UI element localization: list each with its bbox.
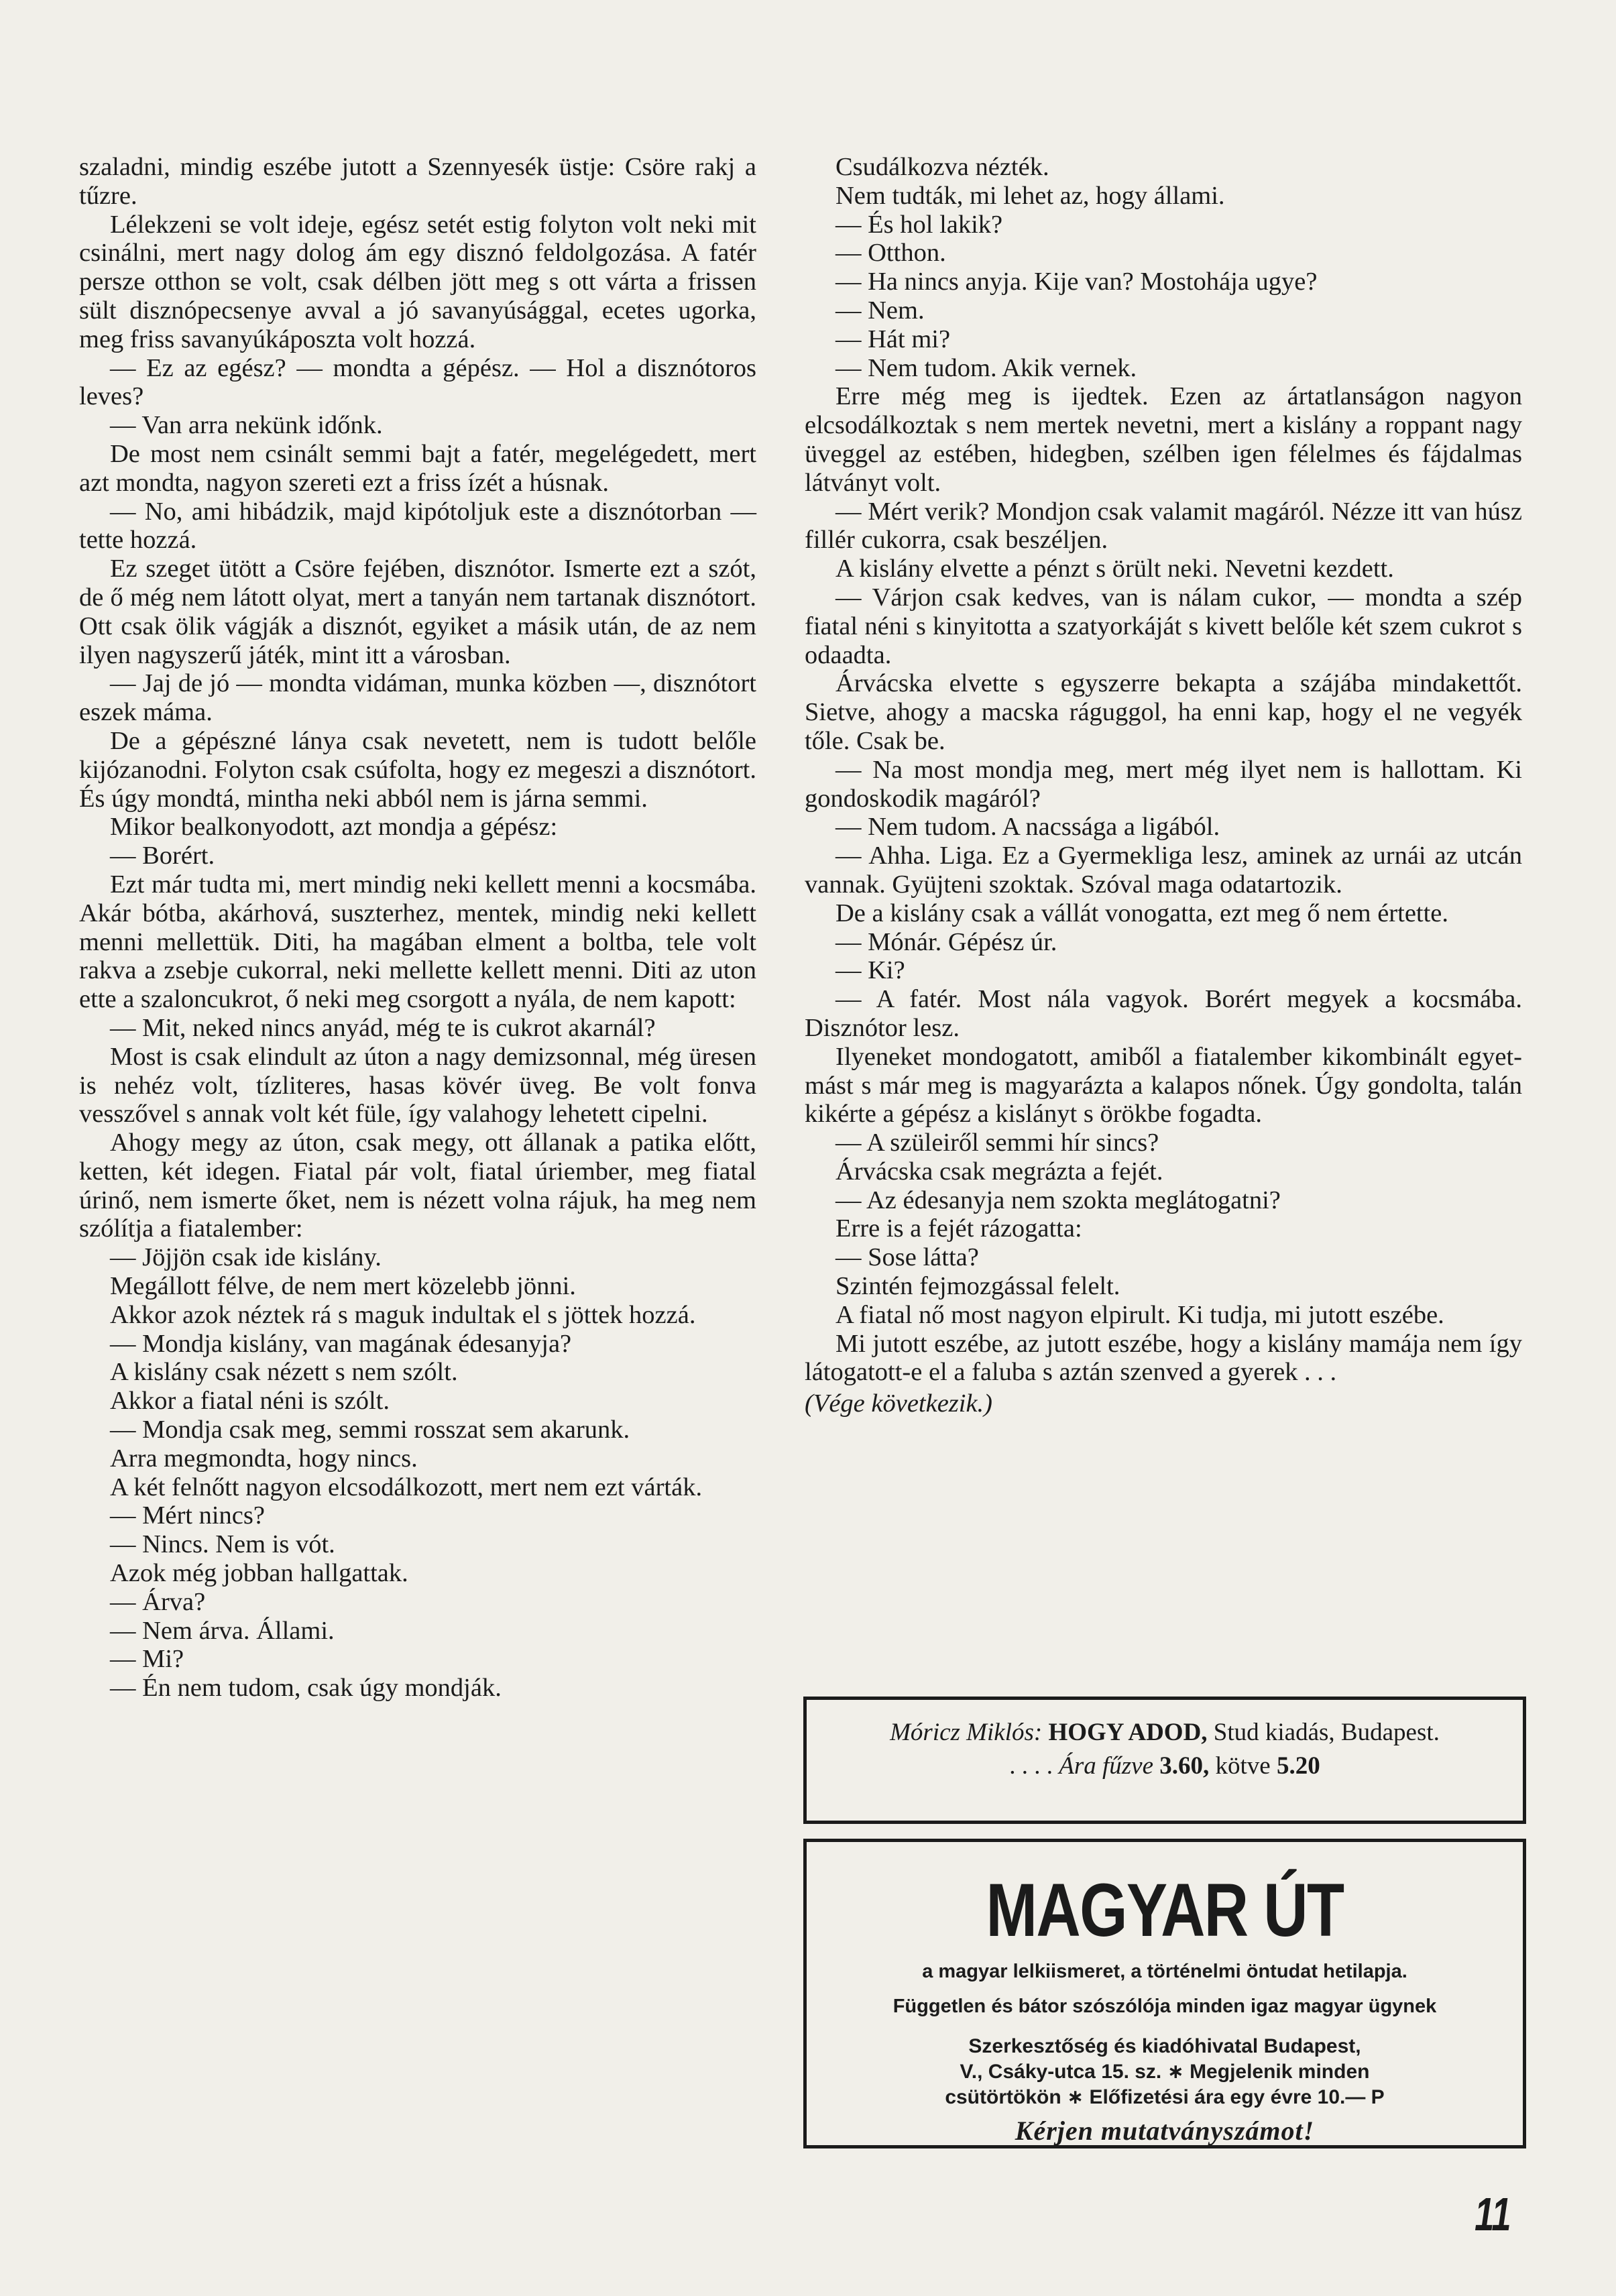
paragraph: A két felnőtt nagyon elcsodálkozott, mert nem ezt várták.	[110, 1473, 703, 1501]
paragraph: — Várjon csak kedves, van is nálam cukor, — mondta a szép fiatal néni s kinyitotta a szatyorkáját s kivett belőle két szem cukrot s odaadta.	[805, 583, 1522, 669]
paragraph: — Na most mondja meg, mert még ilyet nem is hallottam. Ki gondoskodik magáról?	[805, 755, 1522, 813]
paragraph: — Otthon.	[835, 239, 946, 268]
book-price-label: Ára fűzve	[1059, 1752, 1154, 1780]
paragraph: — És hol lakik?	[835, 210, 1003, 239]
paragraph: — Mért verik? Mondjon csak valamit magáról. Nézze itt van húsz fillér cukorra, csak beszéljen.	[805, 497, 1522, 555]
paragraph: — Nincs. Nem is vót.	[110, 1530, 335, 1559]
book-publisher: Stud kiadás, Budapest.	[1213, 1719, 1440, 1746]
paragraph: Nem tudták, mi lehet az, hogy állami.	[835, 181, 1225, 210]
paragraph: — Mondja kislány, van magának édesanyja?	[110, 1329, 572, 1358]
paragraph: — Árva?	[110, 1587, 206, 1616]
paragraph: — Jaj de jó — mondta vidáman, munka közben —, disznótort eszek máma.	[79, 669, 756, 727]
paragraph: — Van arra nekünk időnk.	[110, 411, 383, 440]
magazine-advertisement	[803, 1839, 1526, 2148]
paragraph: — Nem.	[835, 296, 925, 325]
paragraph: Erre is a fejét rázogatta:	[835, 1214, 1082, 1243]
book-price-bound: 5.20	[1276, 1752, 1320, 1780]
paragraph: Azok még jobban hallgattak.	[110, 1559, 408, 1588]
magazine-address-1: Szerkesztőség és kiadóhivatal Budapest,	[968, 2035, 1361, 2057]
paragraph: — Ahha. Liga. Ez a Gyermekliga lesz, aminek az urnái az utcán vannak. Gyüjteni szoktak. Szóval maga odatartozik.	[805, 842, 1522, 899]
paragraph: — Nem tudom. A nacssága a ligából.	[835, 813, 1220, 842]
paragraph: Akkor a fiatal néni is szólt.	[110, 1387, 390, 1416]
paragraph: Megállott félve, de nem mert közelebb jönni.	[110, 1272, 576, 1301]
book-price-paper: 3.60,	[1159, 1752, 1210, 1780]
book-bound-label: kötve	[1215, 1752, 1271, 1780]
magazine-address-3: csütörtökön ∗ Előfizetési ára egy évre 10.— P	[945, 2086, 1385, 2108]
paragraph: Árvácska elvette s egyszerre bekapta a szájába mindakettőt. Sietve, ahogy a macska ráguggol, ha enni kap, hogy el ne vegyék tőle. Csak be.	[805, 669, 1522, 755]
paragraph: — Nem árva. Állami.	[110, 1616, 335, 1645]
book-author: Móricz Miklós:	[890, 1719, 1043, 1746]
magazine-call-to-action: Kérjen mutatványszámot!	[1015, 2116, 1315, 2146]
paragraph: Árvácska csak megrázta a fejét.	[835, 1157, 1163, 1186]
paragraph: Akkor azok néztek rá s maguk indultak el s jöttek hozzá.	[110, 1300, 696, 1329]
paragraph: — Mónár. Gépész úr.	[835, 927, 1057, 956]
page-number: 11	[1475, 2188, 1511, 2240]
paragraph: Mikor bealkonyodott, azt mondja a gépész:	[110, 813, 558, 842]
book-ad-line-2	[827, 1749, 1503, 1783]
paragraph: Arra megmondta, hogy nincs.	[110, 1444, 418, 1473]
magazine-masthead: MAGYAR ÚT	[986, 1868, 1344, 1952]
book-advertisement	[803, 1697, 1526, 1824]
paragraph: — Hát mi?	[835, 325, 951, 353]
paragraph: Erre még meg is ijedtek. Ezen az ártatlanságon nagyon elcsodálkoztak s nem mertek nevetni, mert a kislány a roppant nagy üveggel az estében, hidegben, szélben igen félelmes és fájdalmas látványt volt.	[805, 382, 1522, 497]
right-text-column	[805, 153, 1522, 1418]
paragraph: — A fatér. Most nála vagyok. Borért megyek a kocsmába. Disznótor lesz.	[805, 985, 1522, 1042]
paragraph: — Mondja csak meg, semmi rosszat sem akarunk.	[110, 1416, 630, 1444]
magazine-tagline-2: Független és bátor szószólója minden igaz magyar ügynek	[892, 1996, 1437, 2017]
paragraph: — Ha nincs anyja. Kije van? Mostohája ugye?	[835, 268, 1318, 296]
paragraph: — Az édesanyja nem szokta meglátogatni?	[835, 1186, 1281, 1214]
left-text-column	[79, 153, 756, 1703]
paragraph: — Mért nincs?	[110, 1501, 265, 1530]
paragraph: — Jöjjön csak ide kislány.	[110, 1243, 382, 1272]
paragraph: — Ki?	[835, 956, 905, 985]
paragraph: A kislány elvette a pénzt s örült neki. Nevetni kezdett.	[835, 555, 1394, 583]
book-dots: . . . .	[1009, 1752, 1053, 1780]
paragraph: Csudálkozva nézték.	[835, 153, 1049, 181]
to-be-continued-note: (Vége következik.)	[805, 1389, 992, 1418]
right-column-paragraphs	[805, 153, 1522, 1387]
magazine-tagline-1: a magyar lelkiismeret, a történelmi öntudat hetilapja.	[922, 1961, 1407, 1982]
paragraph: A fiatal nő most nagyon elpirult. Ki tudja, mi jutott eszébe.	[835, 1300, 1444, 1329]
paragraph: Mi jutott eszébe, az jutott eszébe, hogy a kislány mamája nem így látogatott-e el a faluba s aztán szenved a gyerek . . .	[805, 1329, 1522, 1387]
paragraph: Szintén fejmozgással felelt.	[835, 1272, 1120, 1301]
paragraph: De a kislány csak a vállát vonogatta, ezt meg ő nem értette.	[835, 899, 1449, 927]
paragraph: szaladni, mindig eszébe jutott a Szennyesék üstje: Csöre rakj a tűzre.	[79, 153, 756, 210]
paragraph: De a gépészné lánya csak nevetett, nem is tudott belőle kijózanodni. Folyton csak csúfolta, hogy ez megeszi a disznótort. És úgy mondtá, mintha neki abból nem is járna semmi.	[79, 726, 756, 813]
paragraph: — Mit, neked nincs anyád, még te is cukrot akarnál?	[110, 1013, 656, 1042]
paragraph: Lélekzeni se volt ideje, egész setét estig folyton volt neki mit csinálni, mert nagy dolog ám egy disznó feldolgozása. A fatér persze otthon se volt, csak délben jött meg s ott várta a frissen sült disznópecsenye avval a jó savanyúsággal, ecetes ugorka, meg friss savanyúkáposzta volt hozzá.	[79, 210, 756, 353]
paragraph: — Mi?	[110, 1645, 184, 1674]
paragraph: Ez szeget ütött a Csöre fejében, disznótor. Ismerte ezt a szót, de ő még nem látott olyat, mert a tanyán nem tartanak disznótort. Ott csak ölik vágják a disznót, egyiket a másik után, de az nem ilyen nagyszerű játék, mint itt a városban.	[79, 555, 756, 669]
paragraph: Ahogy megy az úton, csak megy, ott állanak a patika előtt, ketten, két idegen. Fiatal pár volt, fiatal úriember, meg fiatal úrinő, nem ismerte őket, nem is nézett volna rájuk, ha meg nem szólítja a fiatalember:	[79, 1129, 756, 1243]
paragraph: — Sose látta?	[835, 1243, 979, 1272]
book-title: HOGY ADOD,	[1048, 1719, 1208, 1746]
paragraph: De most nem csinált semmi bajt a fatér, megelégedett, mert azt mondta, nagyon szereti ezt a friss ízét a húsnak.	[79, 439, 756, 497]
paragraph: A kislány csak nézett s nem szólt.	[110, 1358, 458, 1387]
paragraph: — Nem tudom. Akik vernek.	[835, 353, 1137, 382]
book-ad-line-1	[827, 1716, 1503, 1749]
paragraph: — A szüleiről semmi hír sincs?	[835, 1129, 1159, 1157]
paragraph: — Borért.	[110, 842, 215, 870]
paragraph: Ezt már tudta mi, mert mindig neki kellett menni a kocsmába. Akár bótba, akárhová, suszterhez, mentek, mindig neki kellett menni mellettük. Diti, ha magában elment a boltba, tele volt rakva a zsebje cukorral, neki mellette kellett menni. Diti az uton ette a szaloncukrot, ő neki meg csorgott a nyála, de nem kapott:	[79, 870, 756, 1014]
paragraph: Ilyeneket mondogatott, amiből a fiatalember kikombinált egyet-mást s már meg is magyarázta a kalapos nőnek. Úgy gondolta, talán kikérte a gépész a kislányt s örökbe fogadta.	[805, 1042, 1522, 1129]
paragraph: — Ez az egész? — mondta a gépész. — Hol a disznótoros leves?	[79, 353, 756, 411]
paragraph: Most is csak elindult az úton a nagy demizsonnal, még üresen is nehéz volt, tízliteres, hasas kövér üveg. Be volt fonva vesszővel s annak volt két füle, így valahogy lehetett cipelni.	[79, 1042, 756, 1129]
paragraph: — Én nem tudom, csak úgy mondják.	[110, 1674, 502, 1703]
paragraph: — No, ami hibádzik, majd kipótoljuk este a disznótorban — tette hozzá.	[79, 497, 756, 555]
magazine-address-2: V., Csáky-utca 15. sz. ∗ Megjelenik minden	[960, 2061, 1370, 2083]
